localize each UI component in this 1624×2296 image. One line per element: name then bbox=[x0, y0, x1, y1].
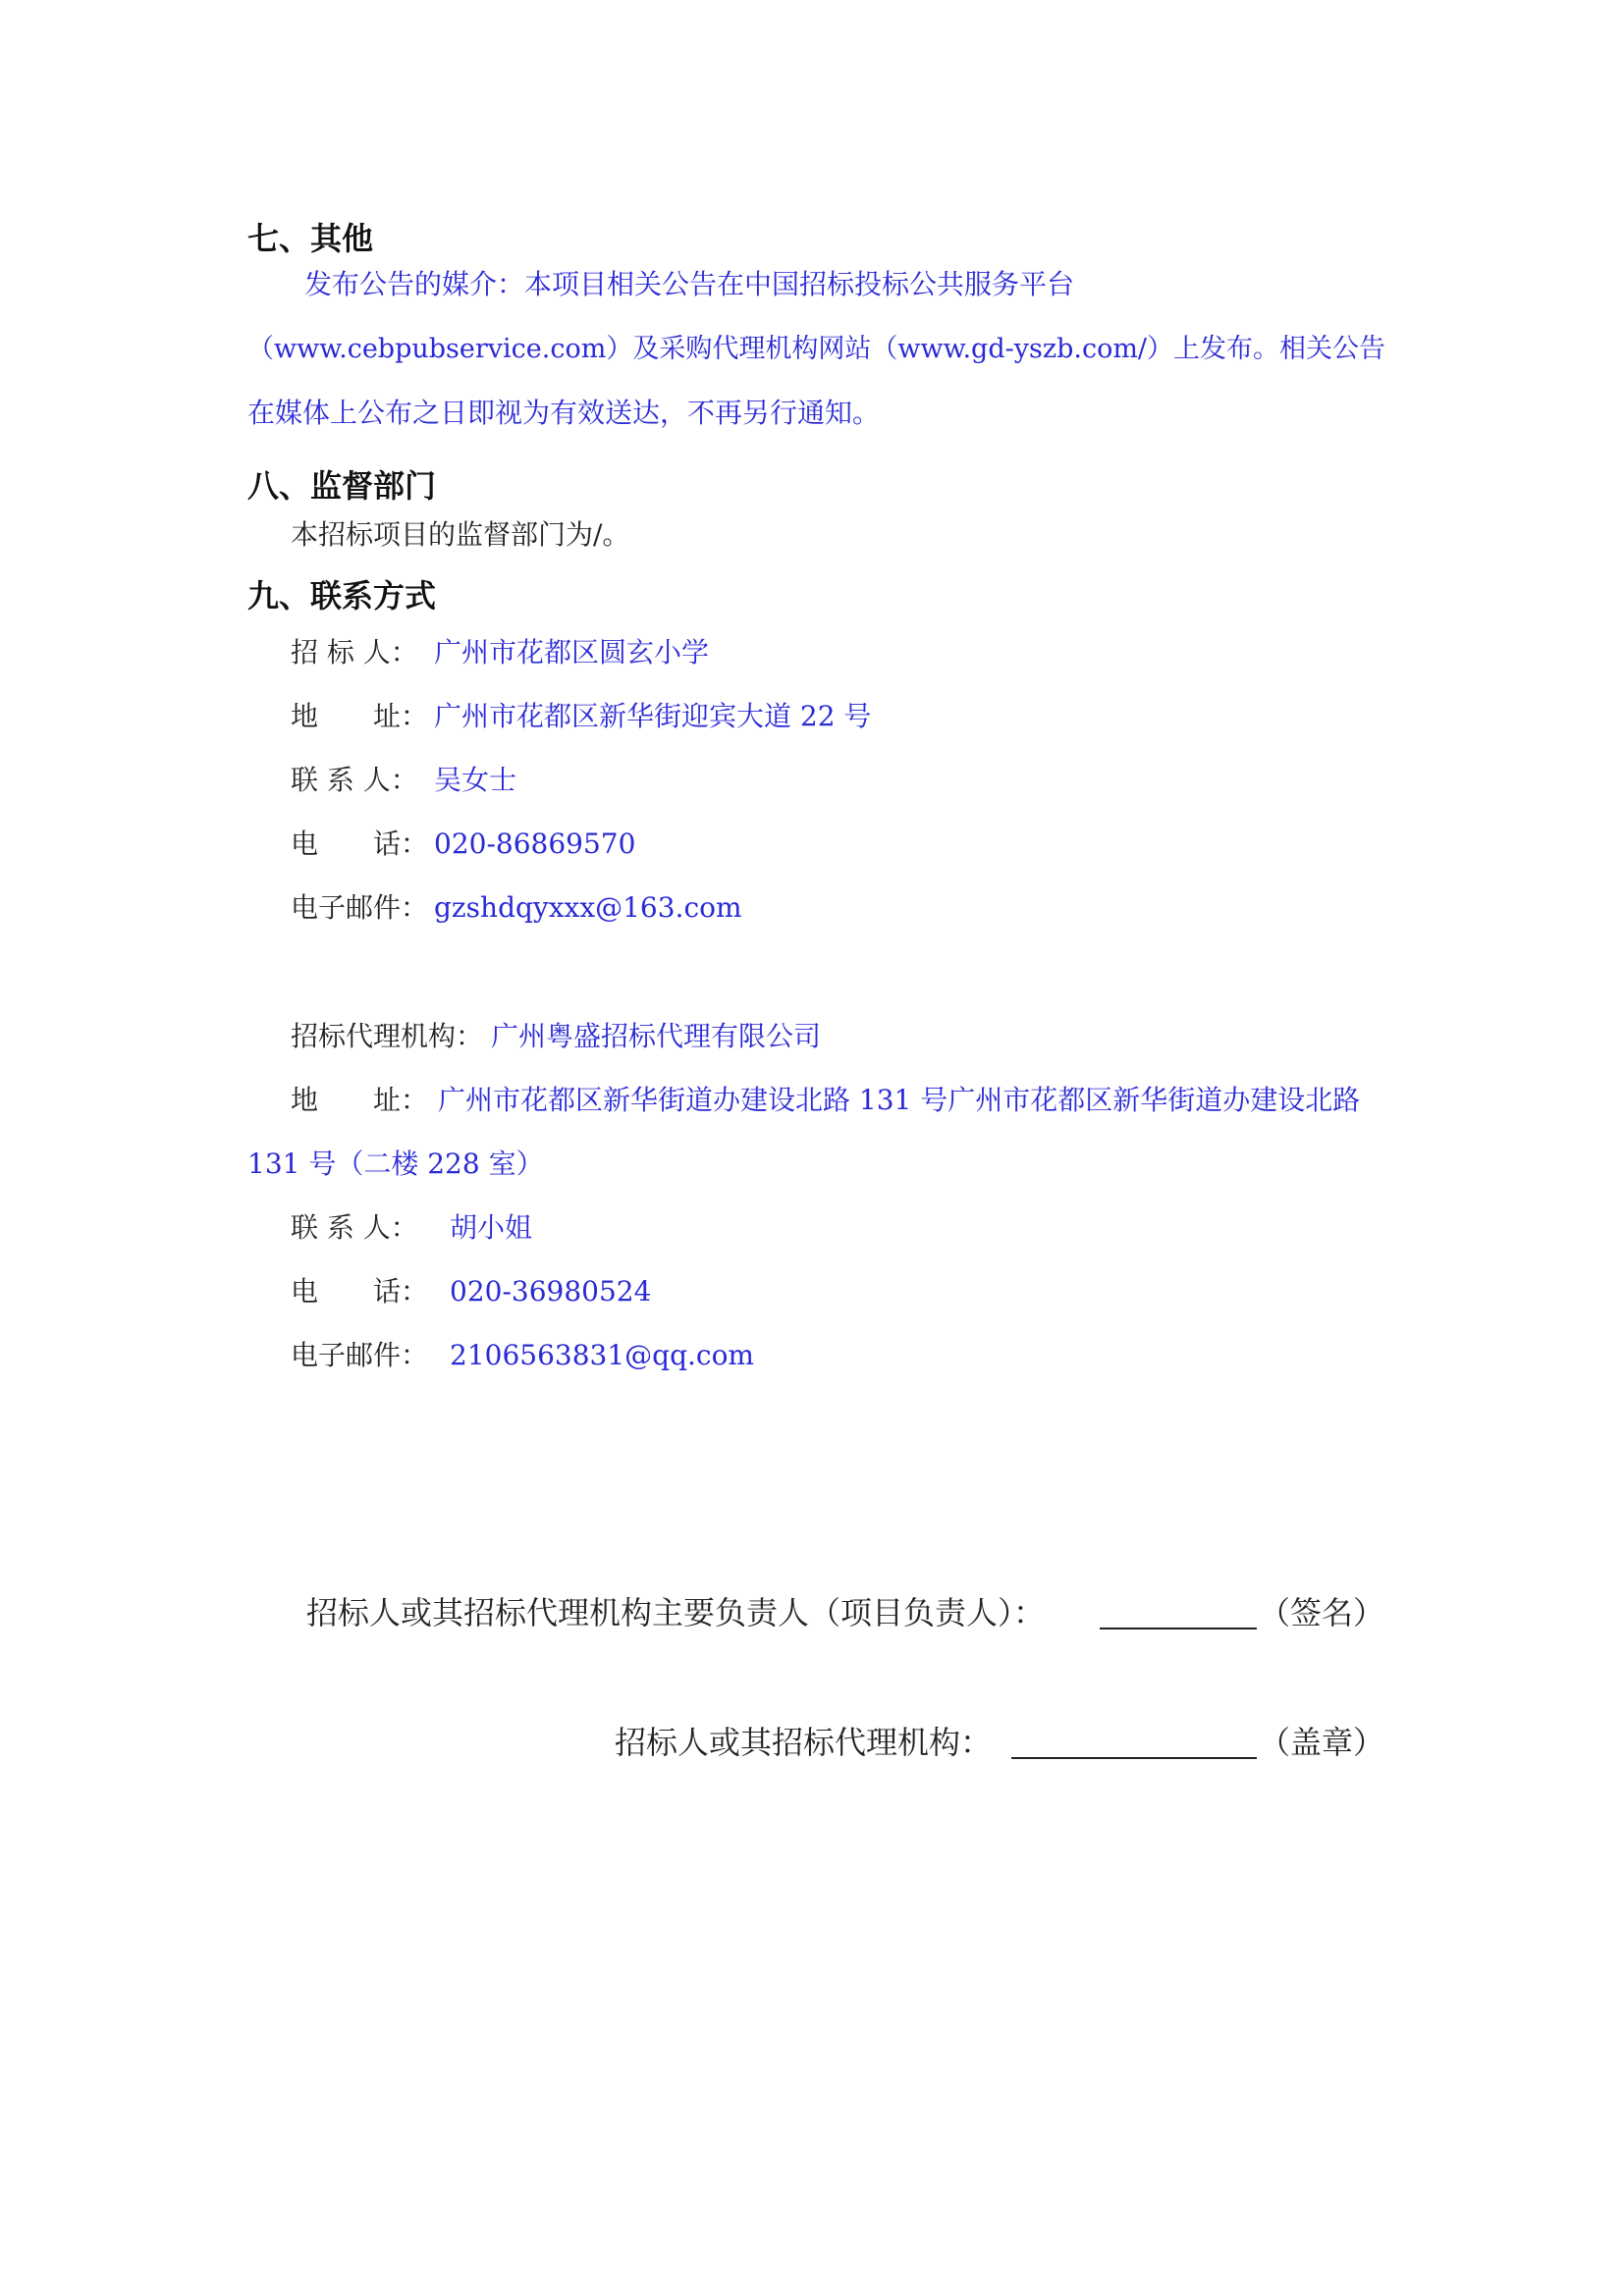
signature-line-1-label: 招标人或其招标代理机构主要负责人（项目负责人）： bbox=[306, 1594, 1046, 1631]
agency-email: 2106563831@qq.com bbox=[450, 1339, 754, 1371]
agency-phone-label: 电 话： bbox=[291, 1275, 429, 1308]
section-7-line-1: 发布公告的媒介：本项目相关公告在中国招标投标公共服务平台 bbox=[304, 268, 1075, 300]
section-7-line-2: （www.cebpubservice.com）及采购代理机构网站（www.gd-yszb.com/）上发布。相关公告 bbox=[247, 334, 1386, 364]
tenderer-contact: 吴女士 bbox=[434, 764, 517, 796]
tenderer-contact-label: 联 系 人： bbox=[291, 764, 418, 796]
tenderer-phone: 020-86869570 bbox=[434, 828, 636, 860]
signature-blank-2 bbox=[1011, 1757, 1257, 1759]
tenderer-address-label: 地 址： bbox=[291, 700, 429, 732]
signature-line-2-label: 招标人或其招标代理机构： bbox=[615, 1724, 993, 1761]
agency-email-label: 电子邮件： bbox=[291, 1339, 429, 1371]
agency-address-line-1: 广州市花都区新华街道办建设北路 131 号广州市花都区新华街道办建设北路 bbox=[438, 1084, 1361, 1116]
section-8-text: 本招标项目的监督部门为/。 bbox=[291, 518, 630, 551]
agency-address-line-2: 131 号（二楼 228 室） bbox=[247, 1148, 544, 1180]
tenderer-address: 广州市花都区新华街迎宾大道 22 号 bbox=[434, 700, 872, 732]
section-7-heading: 七、其他 bbox=[247, 220, 374, 257]
section-7-line-3: 在媒体上公布之日即视为有效送达，不再另行通知。 bbox=[247, 397, 881, 429]
tenderer-email-label: 电子邮件： bbox=[291, 891, 429, 924]
signature-blank-1 bbox=[1100, 1628, 1257, 1629]
signature-line-1-suffix: （签名） bbox=[1259, 1594, 1385, 1631]
agency-address-label: 地 址： bbox=[291, 1084, 429, 1116]
section-9-heading: 九、联系方式 bbox=[247, 577, 437, 614]
tenderer-phone-label: 电 话： bbox=[291, 828, 429, 860]
agency-phone: 020-36980524 bbox=[450, 1275, 652, 1308]
tenderer-email: gzshdqyxxx@163.com bbox=[434, 891, 742, 924]
section-8-heading: 八、监督部门 bbox=[247, 467, 437, 505]
agency-name-label: 招标代理机构： bbox=[291, 1020, 484, 1052]
tenderer-name: 广州市花都区圆玄小学 bbox=[434, 636, 710, 668]
tenderer-name-label: 招 标 人： bbox=[291, 636, 418, 668]
agency-name: 广州粤盛招标代理有限公司 bbox=[491, 1020, 822, 1052]
signature-line-2-suffix: （盖章） bbox=[1259, 1724, 1385, 1761]
agency-contact-label: 联 系 人： bbox=[291, 1211, 418, 1244]
agency-contact: 胡小姐 bbox=[450, 1211, 533, 1244]
